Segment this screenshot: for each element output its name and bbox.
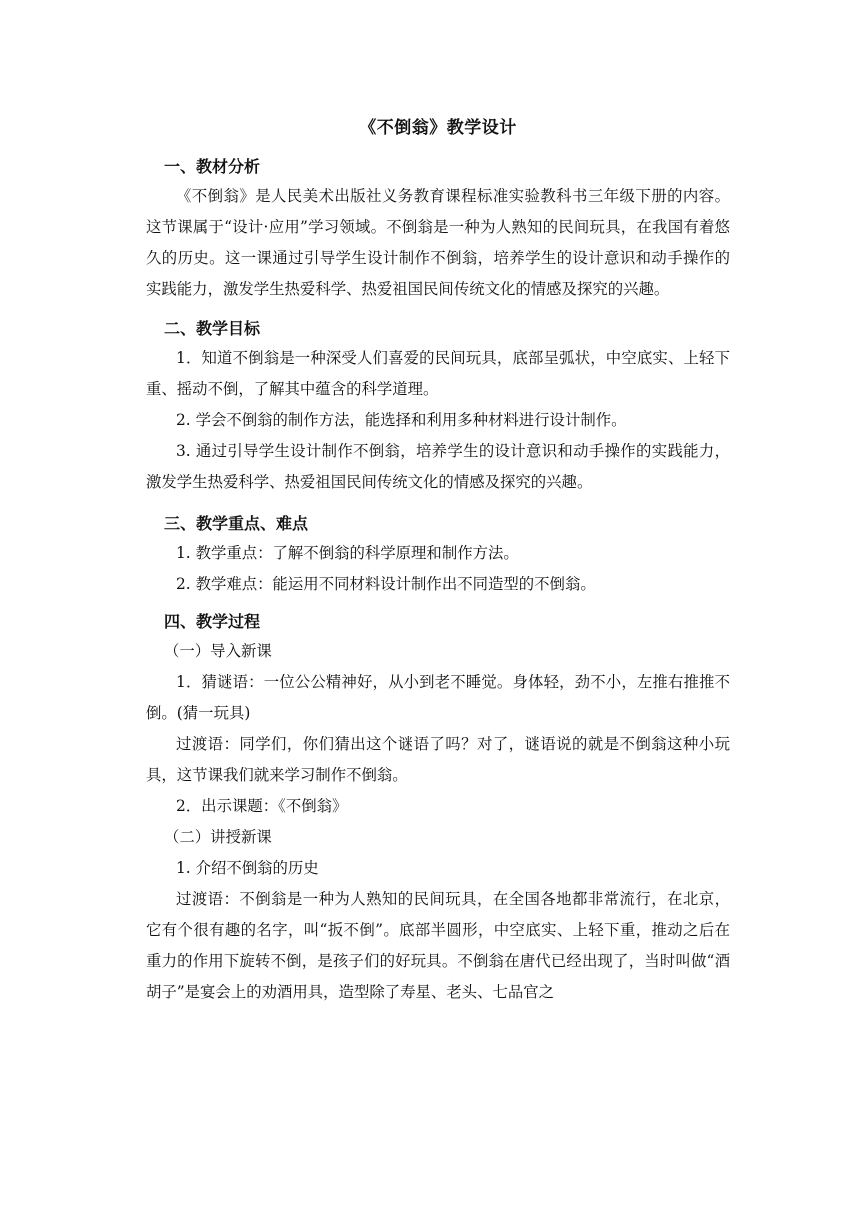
paragraph-objective-3: 3. 通过引导学生设计制作不倒翁，培养学生的设计意识和动手操作的实践能力，激发学生热爱科学、热爱祖国民间传统文化的情感及探究的兴趣。 [146, 442, 730, 491]
paragraph-show-topic: 2．出示课题：《不倒翁》 [176, 797, 348, 815]
document-title: 《不倒翁》教学设计 [359, 118, 517, 138]
paragraph-difficulty: 2. 教学难点：能运用不同材料设计制作出不同造型的不倒翁。 [176, 575, 596, 593]
section-heading-keypoints: 三、教学重点、难点 [164, 514, 309, 533]
document-body [146, 116, 730, 1008]
paragraph-objective-2: 2. 学会不倒翁的制作方法，能选择和利用多种材料进行设计制作。 [176, 411, 627, 429]
section-heading-objectives: 二、教学目标 [164, 319, 261, 338]
paragraph-transition-2: 过渡语：不倒翁是一种为人熟知的民间玩具，在全国各地都非常流行，在北京，它有个很有趣的名字，叫“扳不倒”。底部半圆形，中空底实、上轻下重，推动之后在重力的作用下旋转不倒，是孩子们的好玩具。不倒翁在唐代已经出现了，当时叫做“酒胡子”是宴会上的劝酒用具，造型除了寿星、老头、七品官之 [146, 890, 730, 1001]
paragraph-transition-1: 过渡语：同学们，你们猜出这个谜语了吗？对了，谜语说的就是不倒翁这种小玩具，这节课我们就来学习制作不倒翁。 [146, 735, 730, 784]
section-heading-materials: 一、教材分析 [164, 157, 261, 176]
paragraph-keypoint: 1. 教学重点：了解不倒翁的科学原理和制作方法。 [176, 544, 519, 562]
paragraph-objective-1: 1．知道不倒翁是一种深受人们喜爱的民间玩具，底部呈弧状，中空底实、上轻下重、摇动不倒，了解其中蕴含的科学道理。 [146, 349, 730, 398]
section-heading-process: 四、教学过程 [164, 612, 261, 631]
subheading-intro: （一）导入新课 [164, 642, 272, 660]
paragraph-materials-analysis: 《不倒翁》是人民美术出版社义务教育课程标准实验教科书三年级下册的内容。这节课属于“设计·应用”学习领域。不倒翁是一种为人熟知的民间玩具，在我国有着悠久的历史。这一课通过引导学生设计制作不倒翁，培养学生的设计意识和动手操作的实践能力，激发学生热爱科学、热爱祖国民间传统文化的情感及探究的兴趣。 [146, 187, 730, 298]
paragraph-riddle: 1．猜谜语：一位公公精神好，从小到老不睡觉。身体轻，劲不小，左推右推推不倒。(猜一玩具) [146, 673, 730, 722]
subheading-new-lesson: （二）讲授新课 [164, 828, 272, 846]
paragraph-history-heading: 1. 介绍不倒翁的历史 [176, 859, 319, 877]
